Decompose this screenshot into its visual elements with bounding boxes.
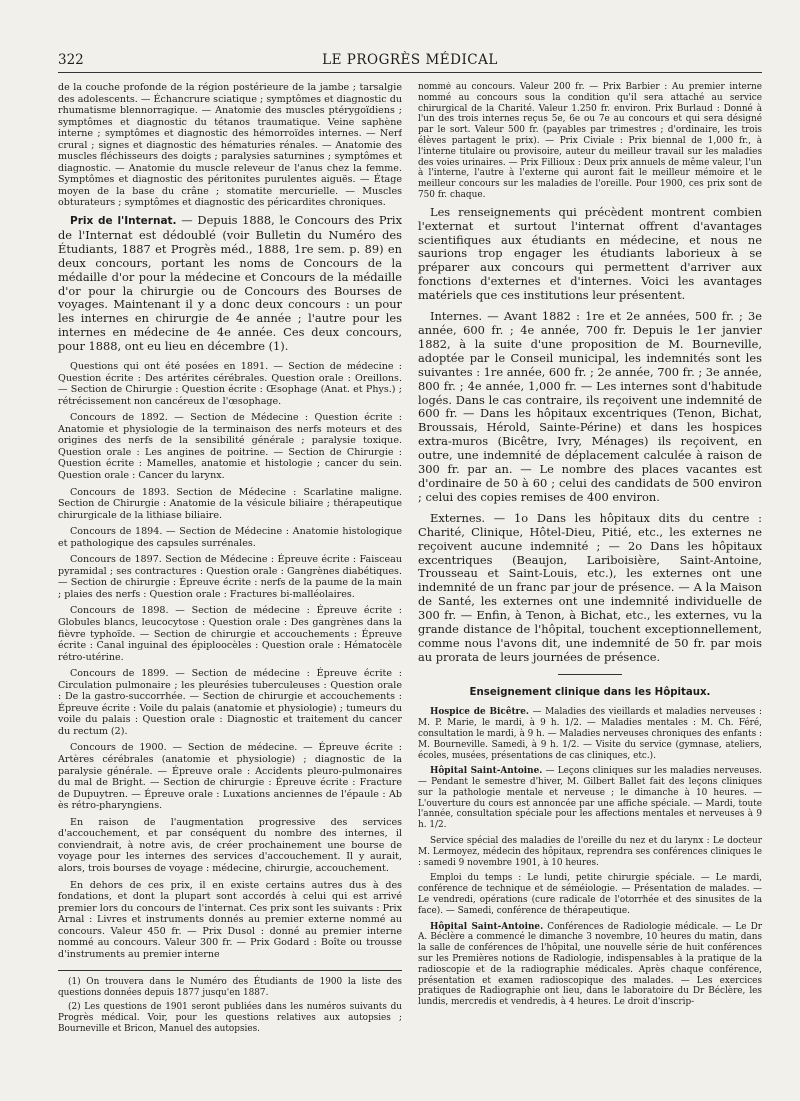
prix-internat-text: — Depuis 1888, le Concours des Prix de l'Internat est dédoublé (voir Bulletin du Numéro des Étudiants, 1887 et Progrès méd., 1888, 1re sem. p. 89) en deux concours, portant les noms de Concours de la médaille d'or pour la médecine et Concours de la médaille d'or pour la chirurgie ou de Concours des Bourses de voyages. Maintenant il y a donc deux concours : un pour les internes en chirurgie de 4e année ; l'autre pour les internes en médecine de 4e année. Ces deux concours, pour 1888, ont eu lieu en décembre (1). — [58, 213, 402, 354]
paragraph-bourse-accouchement: En raison de l'augmentation progressive des services d'accouchement, et par conséquent du nombre des internes, il conviendrait, à notre avis, de créer prochainement une bourse de voyage pour les internes des services d'accouchement. Il y aurait, alors, trois bourses de voyage : médecine, chirurgie, accouchement. — [58, 816, 402, 874]
bicetre-text: — Maladies des vieillards et maladies nerveuses : M. P. Marie, le mardi, à 9 h. 1/2. — Maladies mentales : M. Ch. Féré, consultation le mardi, à 9 h. — Maladies nerveuses chroniques des enfants : M. Bourneville. Samedi, à 9 h. 1/2. — Visite du service (gymnase, ateliers, écoles, musées, présentations de cas cliniques, etc.). — [418, 707, 762, 761]
paragraph-concours-1893: Concours de 1893. Section de Médecine : Scarlatine maligne. Section de Chirurgie : Anatomie de la vésicule biliaire ; thérapeutique chirurgicale de la lithiase biliaire. — [58, 486, 402, 521]
paragraph-saint-antoine-2 — [418, 922, 762, 1008]
footnote-divider — [58, 970, 402, 971]
section-divider — [558, 674, 622, 675]
saint-antoine-1-text: — Leçons cliniques sur les maladies nerveuses. — Pendant le semestre d'hiver, M. Gilbert Ballet fait des leçons cliniques sur la pathologie mentale et nerveuse ; le dimanche à 10 heures. — L'ouverture du cours est annoncée par une affiche spéciale. — Mardi, toute l'année, consultation spéciale pour les affections mentales et nerveuses à 9 h. 1/2. — [418, 766, 762, 831]
paragraph-renseignements: Les renseignements qui précèdent montrent combien l'externat et surtout l'internat offrent d'avantages scientifiques aux étudiants en médecine, et nous ne saurions trop engager les étudiants laborieux à se préparer aux concours qui permettent d'arriver aux fonctions d'externes et d'internes. Voici les avantages matériels que ces institutions leur présentent. — [418, 204, 762, 303]
footnote-2: (2) Les questions de 1901 seront publiées dans les numéros suivants du Progrès médical. Voir, pour les questions relatives aux autopsies ; Bourneville et Bricon, Manuel des autopsies. — [58, 1001, 402, 1034]
paragraph-questions-1891: Questions qui ont été posées en 1891. — Section de médecine : Question écrite : Des artérites cérébrales. Question orale : Oreillons. — Section de Chirurgie : Question écrite : Œsophage (Anat. et Phys.) ; rétrécissement non cancéreux de l'œsophage. — [58, 361, 402, 407]
paragraph-prix-fondations: En dehors de ces prix, il en existe certains autres dus à des fondations, et dont la plupart sont accordés à celui qui est arrivé premier lors du concours de l'internat. Ces prix sont les suivants : Prix Arnal : Livres et instruments donnés au premier externe nommé au concours. Valeur 450 fr. — Prix Dusol : donné au premier interne nommé au concours. Valeur 300 fr. — Prix Godard : Boîte ou trousse d'instruments au premier interne — [58, 879, 402, 960]
paragraph-concours-1892: Concours de 1892. — Section de Médecine : Question écrite : Anatomie et physiologie de la terminaison des nerfs moteurs et des origines des nerfs de la sensibilité générale ; paralysie toxique. Question orale : Les angines de poitrine. — Section de Chirurgie : Question écrite : Mamelles, anatomie et histologie ; cancer du sein. Question orale : Cancer du larynx. — [58, 412, 402, 481]
paragraph-concours-1900: Concours de 1900. — Section de médecine. — Épreuve écrite : Artères cérébrales (anatomie et physiologie) ; diagnostic de la paralysie générale. — Épreuve orale : Accidents pleuro-pulmonaires du mal de Bright. — Section de chirurgie : Épreuve écrite : Fracture de Dupuytren. — Épreuve orale : Luxations anciennes de l'épaule : Ab ès rétro-pharyngiens. — [58, 742, 402, 812]
page-number: 322 — [58, 52, 84, 68]
right-column — [418, 82, 762, 1097]
running-header — [58, 50, 762, 73]
footnote-1: (1) On trouvera dans le Numéro des Étudiants de 1900 la liste des questions données depuis 1877 jusqu'en 1887. — [58, 977, 402, 999]
paragraph-anatomy-questions: de la couche profonde de la région postérieure de la jambe ; tarsalgie des adolescents. — Échancrure sciatique ; symptômes et diagnostic du rhumatisme blennorragique. — Anatomie des muscles ptérygoïdiens ; symptômes et diagnostic du tétanos traumatique. Veine saphène interne ; symptômes et diagnostic des hémorroïdes internes. — Nerf crural ; signes et diagnostic des hématuries rénales. — Anatomie des muscles fléchisseurs des doigts ; paralysies saturnines ; symptômes et diagnostic. — Anatomie du muscle releveur de l'anus chez la femme. Symptômes et diagnostic des péritonites purulentes aiguës. — Étage moyen de la base du crâne ; stomatite mercurielle. — Muscles obturateurs ; symptômes et diagnostic des péricardites chroniques. — [58, 82, 402, 209]
heading-prix-internat: Prix de l'Internat. — [70, 215, 177, 228]
paragraph-emploi-du-temps: Emploi du temps : Le lundi, petite chirurgie spéciale. — Le mardi, conférence de technique et de séméiologie. — Présentation de malades. — Le vendredi, opérations (cure radicale de l'otorrhée et des sinusites de la face). — Samedi, conférence de thérapeutique. — [418, 873, 762, 916]
paragraph-prix-internat — [58, 214, 402, 354]
heading-saint-antoine-1: Hôpital Saint-Antoine. — [430, 766, 543, 777]
paragraph-concours-1898: Concours de 1898. — Section de médecine : Épreuve écrite : Globules blancs, leucocytose : Question orale : Des gangrènes dans la fièvre typhoïde. — Section de chirurgie et accouchements : Épreuve écrite : Canal inguinal des épiploocèles : Question orale : Hématocèle rétro-utérine. — [58, 605, 402, 663]
saint-antoine-2-text: Conférences de Radiologie médicale. — Le Dr A. Béclère a commencé le dimanche 3 novembre, 10 heures du matin, dans la salle de conférences de l'hôpital, une nouvelle série de huit conférences sur les Premières notions de Radiologie, indispensables à la pratique de la radioscopie et de la radiographie médicales. Après chaque conférence, présentation et examen radioscopique des malades. — Les exercices pratiques de Radiographie ont lieu, dans le laboratoire du Dr Béclère, les lundis, mercredis et vendredis, à 4 heures. Le droit d'inscrip- — [418, 921, 762, 1008]
heading-bicetre: Hospice de Bicêtre. — [430, 707, 529, 718]
paragraph-bicetre — [418, 707, 762, 761]
left-column — [58, 82, 402, 1097]
heading-saint-antoine-2: Hôpital Saint-Antoine. — [430, 921, 544, 932]
paragraph-concours-1899: Concours de 1899. — Section de médecine : Épreuve écrite : Circulation pulmonaire ; les pleurésies tuberculeuses : Question orale : De la gastro-succorrhée. — Section de chirurgie et accouchements : Épreuve écrite : Voile du palais (anatomie et physiologie) ; tumeurs du voile du palais : Question orale : Diagnostic et traitement du cancer du rectum (2). — [58, 668, 402, 737]
paragraph-saint-antoine-1 — [418, 766, 762, 831]
paragraph-service-oreille: Service spécial des maladies de l'oreille du nez et du larynx : Le docteur M. Lermoyez, médecin des hôpitaux, reprendra ses conférences cliniques le : samedi 9 novembre 1901, à 10 heures. — [418, 836, 762, 868]
section-title-enseignement: Enseignement clinique dans les Hôpitaux. — [469, 686, 711, 698]
paragraph-prix-list: nommé au concours. Valeur 200 fr. — Prix Barbier : Au premier interne nommé au concours sous la condition qu'il sera attaché au service chirurgical de la Charité. Valeur 1.250 fr. environ. Prix Burlaud : Donné à l'un des trois internes reçus 5e, 6e ou 7e au concours et qui sera désigné par le sort. Valeur 500 fr. (payables par trimestres ; d'ordinaire, les trois élèves partagent le prix). — Prix Civiale : Prix biennal de 1,000 fr., à l'interne titulaire ou provisoire, auteur du meilleur travail sur les maladies des voies urinaires. — Prix Fillioux : Deux prix annuels de même valeur, l'un à l'interne, l'autre à l'externe qui auront fait le meilleur mémoire et le meilleur concours sur les maladies de l'oreille. Pour 1900, ces prix sont de 750 fr. chaque. — [418, 82, 762, 200]
paragraph-concours-1894: Concours de 1894. — Section de Médecine : Anatomie histologique et pathologique des capsules surrénales. — [58, 526, 402, 549]
paragraph-concours-1897: Concours de 1897. Section de Médecine : Épreuve écrite : Faisceau pyramidal ; ses contractures : Question orale : Gangrènes diabétiques. — Section de chirurgie : Épreuve écrite : nerfs de la paume de la main ; plaies des nerfs : Question orale : Fractures bi-malléolaires. — [58, 554, 402, 600]
journal-title: LE PROGRÈS MÉDICAL — [322, 52, 498, 68]
paragraph-externes: Externes. — 1o Dans les hôpitaux dits du centre : Charité, Clinique, Hôtel-Dieu, Pitié, etc., les externes ne reçoivent aucune indemnité ; — 2o Dans les hôpitaux excentriques (Beaujon, Lariboisière, Saint-Antoine, Trousseau et Saint-Louis, etc.), les externes ont une indemnité de un franc par jour de présence. — A la Maison de Santé, les externes ont une indemnité individuelle de 300 fr. — Enfin, à Tenon, à Bichat, etc., les externes, vu la grande distance de l'hôpital, touchent exceptionnellement, comme nous l'avons dit, une indemnité de 50 fr. par mois au prorata de leurs journées de présence. — [418, 510, 762, 664]
paragraph-internes: Internes. — Avant 1882 : 1re et 2e années, 500 fr. ; 3e année, 600 fr. ; 4e année, 700 fr. Depuis le 1er janvier 1882, à la suite d'une proposition de M. Bourneville, adoptée par le Conseil municipal, les indemnités sont les suivantes : 1re année, 600 fr. ; 2e année, 700 fr. ; 3e année, 800 fr. ; 4e année, 1,000 fr. — Les internes sont d'habitude logés. Dans le cas contraire, ils reçoivent une indemnité de 600 fr. — Dans les hôpitaux excentriques (Tenon, Bichat, Broussais, Hérold, Sainte-Périne) et dans les hospices extra-muros (Bicêtre, Ivry, Ménages) ils reçoivent, en outre, une indemnité de déplacement calculée à raison de 300 fr. par an. — Le nombre des places vacantes est d'ordinaire de 50 à 60 ; celui des candidats de 500 environ ; celui des copies remises de 400 environ. — [418, 309, 762, 504]
